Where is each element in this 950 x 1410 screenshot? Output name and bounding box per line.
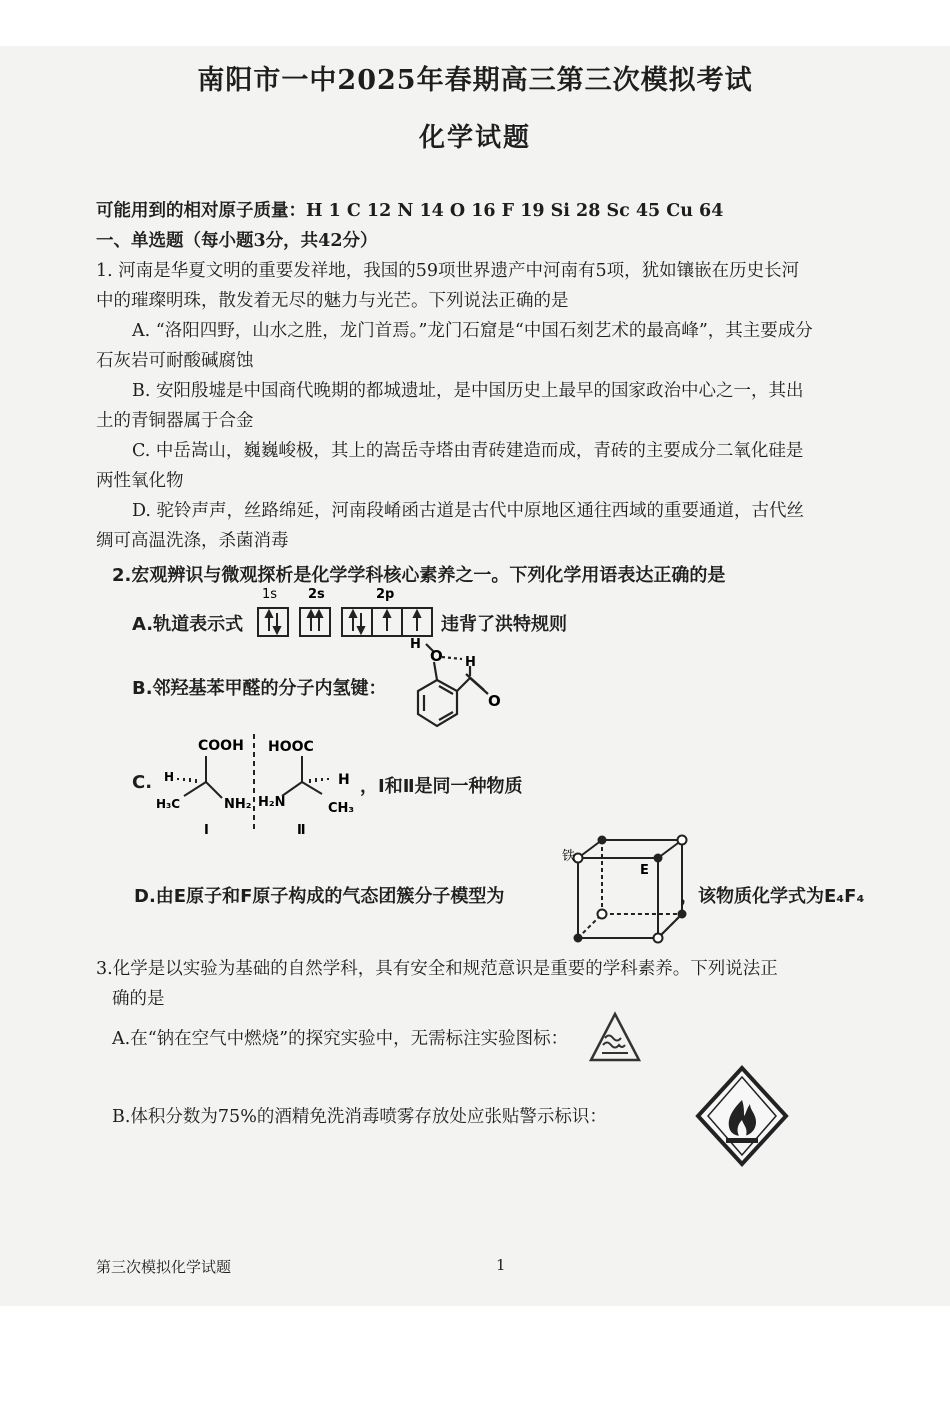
h3c-label: H₃C — [156, 797, 181, 811]
alanine-enantiomers — [150, 730, 360, 840]
orbital-label-2s: 2s — [308, 587, 325, 602]
page-number: 1 — [496, 1256, 506, 1274]
h2n-label: H₂N — [258, 795, 286, 810]
footer-title: 第三次模拟化学试题 — [96, 1258, 232, 1276]
salicylaldehyde-structure — [404, 634, 514, 734]
isomer-ii-label: Ⅱ — [297, 823, 306, 838]
label-fe: 铁 — [562, 849, 576, 864]
q2-option-b-label: B.邻羟基苯甲醛的分子内氢键： — [132, 678, 387, 699]
aldehyde-h: H — [465, 655, 476, 670]
q2-option-c-label: C. — [132, 772, 153, 793]
aldehyde-o: O — [488, 692, 501, 710]
orbital-diagram — [256, 584, 436, 640]
cluster-cube-model — [560, 834, 690, 948]
q1-option-b-line2: 土的青铜器属于合金 — [96, 411, 254, 431]
exam-title: 南阳市一中2025年春期高三第三次模拟考试 — [197, 65, 753, 96]
q2-option-a-label: A.轨道表示式 — [132, 614, 244, 635]
q1-option-c-line1: C. 中岳嵩山，巍巍峻极，其上的嵩岳寺塔由青砖建造而成，青砖的主要成分二氧化硅是 — [132, 441, 804, 461]
q3-stem-line1: 3.化学是以实验为基础的自然学科，具有安全和规范意识是重要的学科素养。下列说法正 — [96, 959, 778, 979]
q3-option-b: B.体积分数为75%的酒精免洗消毒喷雾存放处应张贴警示标识： — [112, 1107, 607, 1127]
nh2-label: NH₂ — [224, 797, 252, 812]
cooh-label: COOH — [198, 738, 244, 754]
hydroxyl-h: H — [410, 637, 421, 652]
q2-stem: 2.宏观辨识与微观探析是化学学科核心素养之一。下列化学用语表达正确的是 — [112, 565, 726, 586]
q3-option-a: A.在“钠在空气中燃烧”的探究实验中，无需标注实验图标： — [112, 1029, 569, 1049]
q1-option-b-line1: B. 安阳殷墟是中国商代晚期的都城遗址，是中国历史上最早的国家政治中心之一，其出 — [132, 381, 804, 401]
orbital-box-2s — [300, 608, 330, 636]
q1-option-d-line2: 绸可高温洗涤，杀菌消毒 — [96, 531, 289, 551]
h-label-right: H — [338, 772, 350, 788]
q2-option-d-tail: ，该物质化学式为E₄F₄ — [680, 886, 865, 907]
ch3-label: CH₃ — [328, 801, 355, 816]
q2-option-d-label: D.由E原子和F原子构成的气态团簇分子模型为 — [134, 886, 505, 907]
orbital-box-1s — [258, 608, 288, 636]
exam-subject: 化学试题 — [418, 123, 531, 153]
h-label-left: H — [164, 770, 175, 784]
orbital-label-1s: 1s — [262, 587, 278, 602]
q3-stem-line2: 确的是 — [112, 989, 165, 1009]
hot-surface-icon — [588, 1010, 642, 1064]
isomer-i-label: Ⅰ — [204, 823, 209, 838]
atomic-masses: 可能用到的相对原子质量：H 1 C 12 N 14 O 16 F 19 Si 28 Sc 45 Cu 64 — [96, 201, 724, 221]
section-heading: 一、单选题（每小题3分，共42分） — [96, 231, 378, 251]
orbital-label-2p: 2p — [376, 587, 395, 602]
orbital-box-2p-1 — [342, 608, 372, 636]
q2-option-a-tail: 违背了洪特规则 — [441, 614, 567, 635]
hydroxyl-o: O — [430, 647, 443, 665]
flammable-warning-icon — [694, 1064, 790, 1168]
q1-stem-line2: 中的璀璨明珠，散发着无尽的魅力与光芒。下列说法正确的是 — [96, 291, 569, 311]
q1-option-a-line2: 石灰岩可耐酸碱腐蚀 — [96, 351, 254, 371]
q2-option-c-tail: ，Ⅰ和Ⅱ是同一种物质 — [360, 776, 523, 797]
q1-stem-line1: 1. 河南是华夏文明的重要发祥地，我国的59项世界遗产中河南有5项，犹如镶嵌在历史长河 — [96, 261, 800, 281]
q1-option-c-line2: 两性氧化物 — [96, 471, 184, 491]
q1-option-d-line1: D. 驼铃声声，丝路绵延，河南段崤函古道是古代中原地区通往西域的重要通道，古代丝 — [132, 501, 805, 521]
hooc-label: HOOC — [268, 739, 314, 755]
label-e: E — [640, 863, 649, 878]
q1-option-a-line1: A. “洛阳四野，山水之胜，龙门首焉。”龙门石窟是“中国石刻艺术的最高峰”，其主要成分 — [132, 321, 813, 341]
